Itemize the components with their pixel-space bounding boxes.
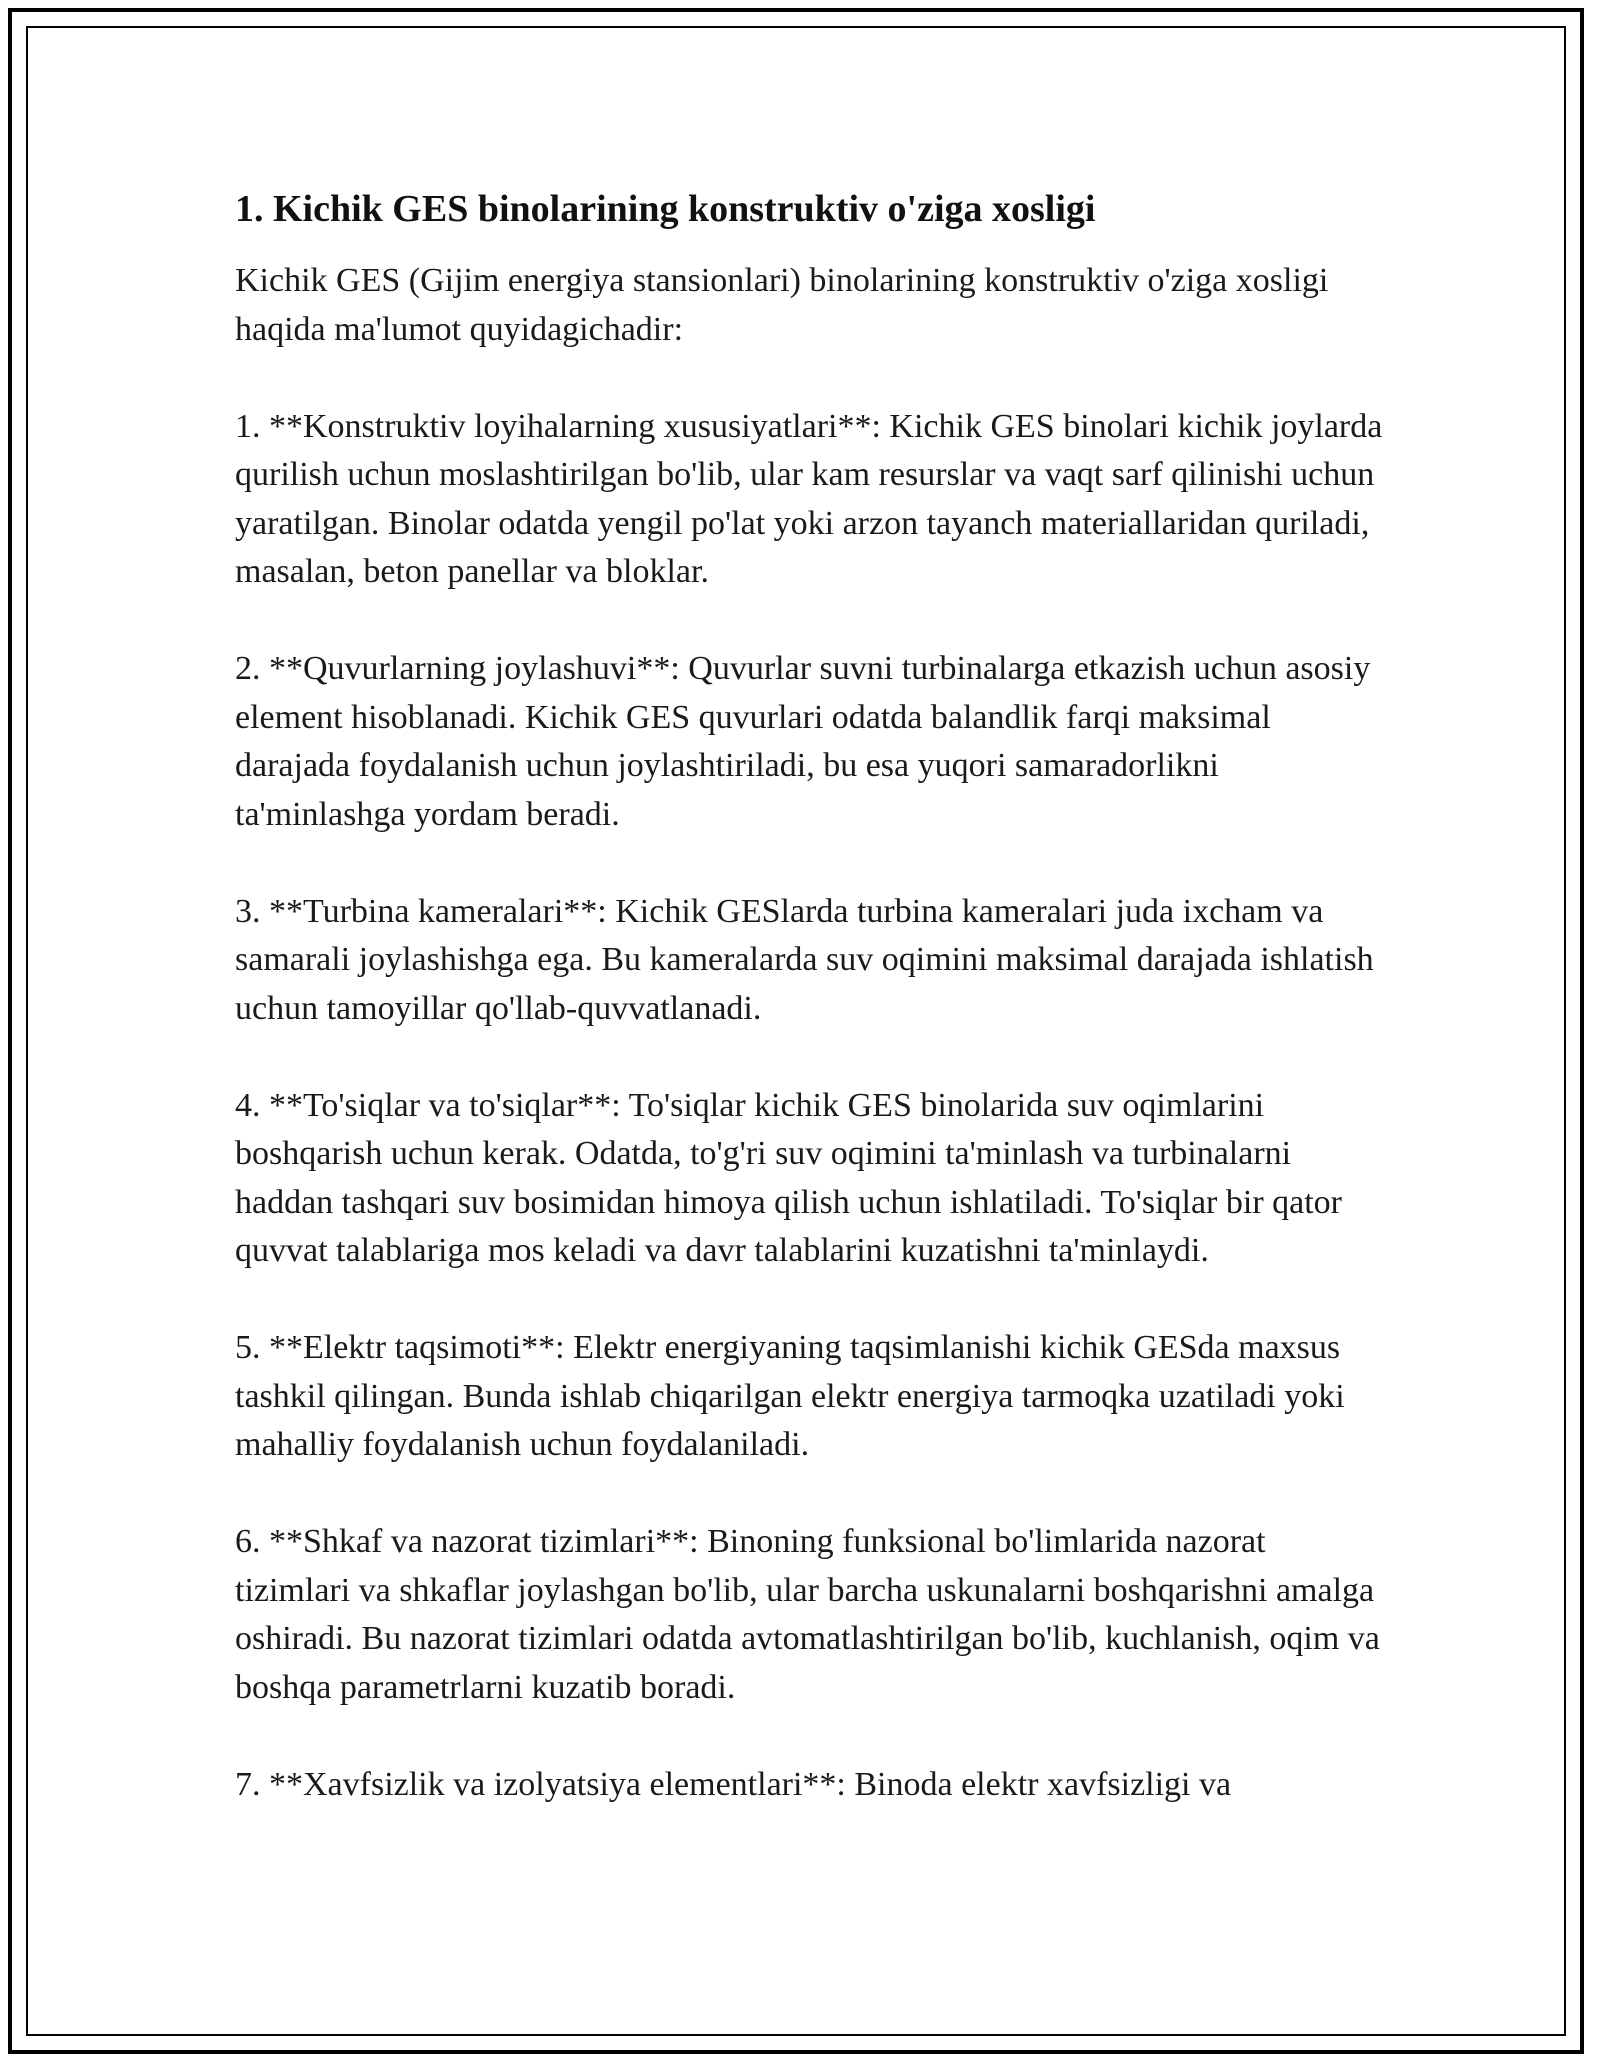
paragraph-item-3: 3. **Turbina kameralari**: Kichik GESlarda turbina kameralari juda ixcham va samarali joylashishga ega. Bu kameralarda suv oqimini maksimal darajada ishlatish uchun tamoyillar qo'llab-quvvatlanadi. [235, 892, 1374, 1027]
paragraph-item-1: 1. **Konstruktiv loyihalarning xususiyatlari**: Kichik GES binolari kichik joylarda qurilish uchun moslashtirilgan bo'lib, ular kam resurslar va vaqt sarf qilinishi uchun yaratilgan. Binolar odatda yengil po'lat yoki arzon tayanch materiallaridan quriladi, masalan, beton panellar va bloklar. [235, 407, 1383, 590]
document-body [235, 185, 1385, 1809]
intro-paragraph: Kichik GES (Gijim energiya stansionlari) binolarining konstruktiv o'ziga xosligi haqida ma'lumot quyidagichadir: [235, 262, 1329, 348]
paragraph-item-7: 7. **Xavfsizlik va izolyatsiya elementlari**: Binoda elektr xavfsizligi va [235, 1765, 1232, 1803]
paragraph-item-6: 6. **Shkaf va nazorat tizimlari**: Binoning funksional bo'limlarida nazorat tizimlari va shkaflar joylashgan bo'lib, ular barcha uskunalarni boshqarishni amalga oshiradi. Bu nazorat tizimlari odatda avtomatlashtirilgan bo'lib, kuchlanish, oqim va boshqa parametrlarni kuzatib boradi. [235, 1523, 1380, 1706]
paragraph-item-4: 4. **To'siqlar va to'siqlar**: To'siqlar kichik GES binolarida suv oqimlarini boshqarish uchun kerak. Odatda, to'g'ri suv oqimini ta'minlash va turbinalarni haddan tashqari suv bosimidan himoya qilish uchun ishlatiladi. To'siqlar bir qator quvvat talablariga mos keladi va davr talablarini kuzatishni ta'minlaydi. [235, 1086, 1343, 1269]
paragraph-item-5: 5. **Elektr taqsimoti**: Elektr energiyaning taqsimlanishi kichik GESda maxsus tashkil qilingan. Bunda ishlab chiqarilgan elektr energiya tarmoqka uzatiladi yoki mahalliy foydalanish uchun foydalaniladi. [235, 1329, 1345, 1463]
document-title: 1. Kichik GES binolarining konstruktiv o'ziga xosligi [235, 188, 1096, 230]
paragraph-item-2: 2. **Quvurlarning joylashuvi**: Quvurlar suvni turbinalarga etkazish uchun asosiy element hisoblanadi. Kichik GES quvurlari odatda balandlik farqi maksimal darajada foydalanish uchun joylashtiriladi, bu esa yuqori samaradorlikni ta'minlashga yordam beradi. [235, 650, 1371, 833]
